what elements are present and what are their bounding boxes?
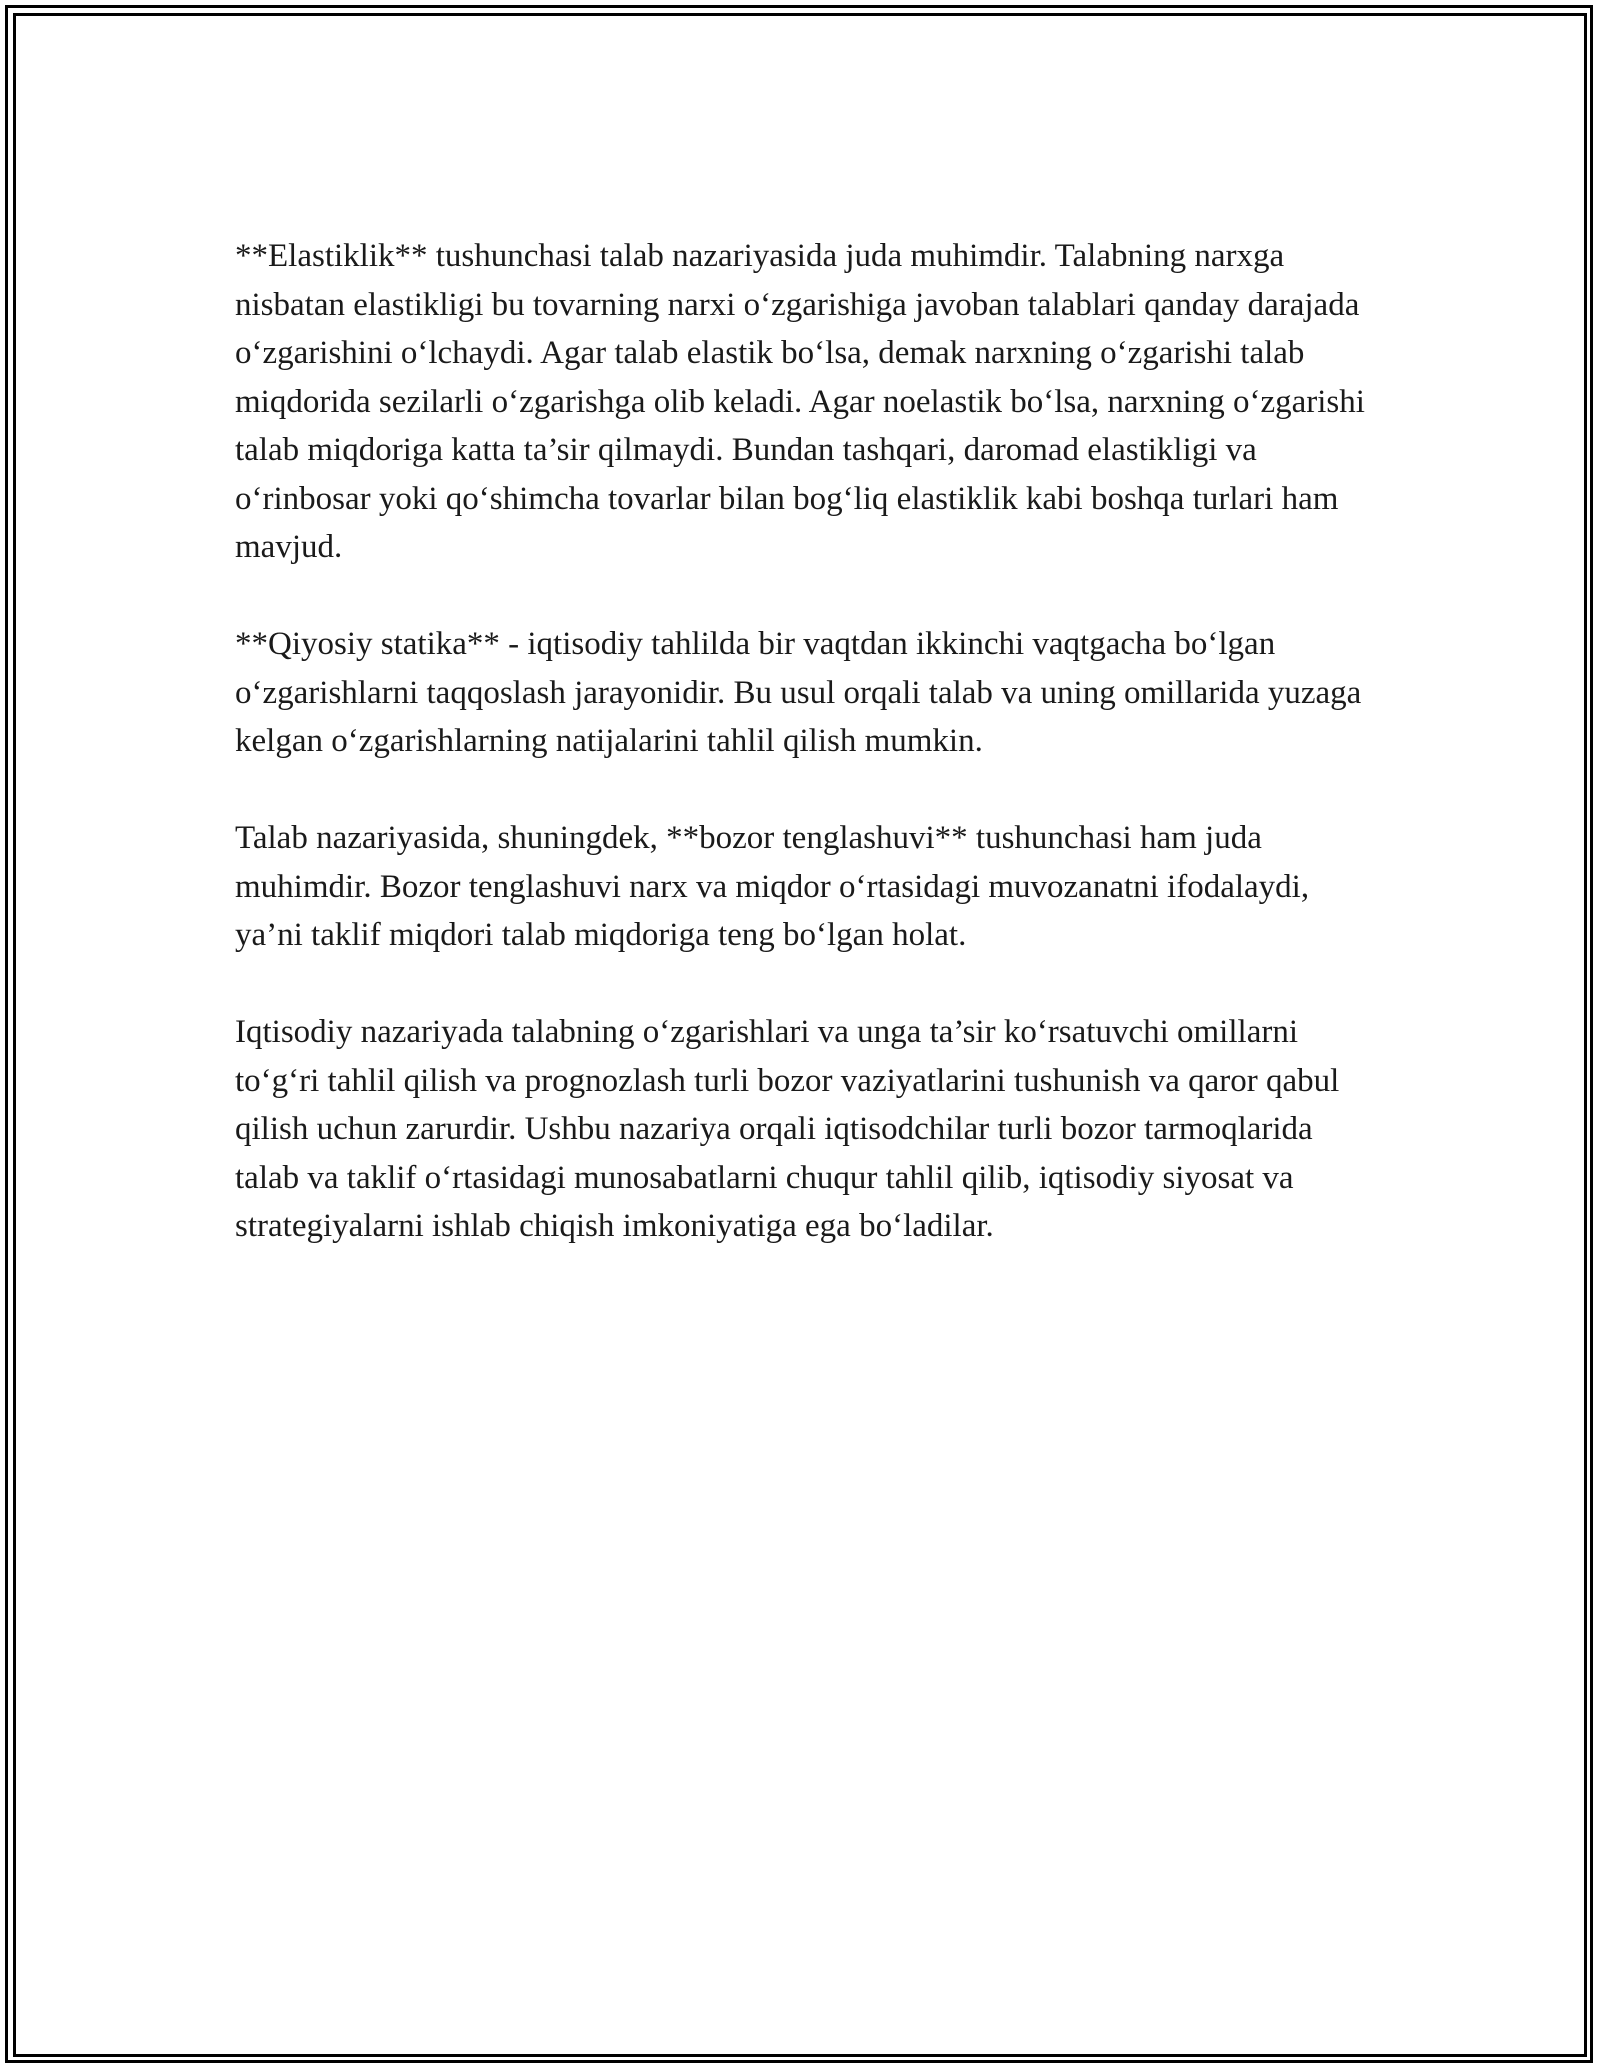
paragraph-market-equilibrium: Talab nazariyasida, shuningdek, **bozor tenglashuvi** tushunchasi ham juda muhimdir. Bozor tenglashuvi narx va miqdor o‘rtasidagi muvozanatni ifodalaydi, ya’ni taklif miqdori talab miqdoriga teng bo‘lgan holat. — [235, 820, 1310, 953]
paragraph-comparative-statics: **Qiyosiy statika** - iqtisodiy tahlilda bir vaqtdan ikkinchi vaqtgacha bo‘lgan o‘zgarishlarni taqqoslash jarayonidir. Bu usul orqali talab va uning omillarida yuzaga kelgan o‘zgarishlarning natijalarini tahlil qilish mumkin. — [235, 626, 1362, 759]
paragraph-conclusion: Iqtisodiy nazariyada talabning o‘zgarishlari va unga ta’sir ko‘rsatuvchi omillarni to‘g‘ri tahlil qilish va prognozlash turli bozor vaziyatlarini tushunish va qaror qabul qilish uchun zarurdir. Ushbu nazariya orqali iqtisodchilar turli bozor tarmoqlarida talab va taklif o‘rtasidagi munosabatlarni chuqur tahlil qilib, iqtisodiy siyosat va strategiyalarni ishlab chiqish imkoniyatiga ega bo‘ladilar. — [235, 1014, 1340, 1244]
document-body — [235, 232, 1375, 1299]
paragraph-elasticity: **Elastiklik** tushunchasi talab nazariyasida juda muhimdir. Talabning narxga nisbatan elastikligi bu tovarning narxi o‘zgarishiga javoban talablari qanday darajada o‘zgarishini o‘lchaydi. Agar talab elastik bo‘lsa, demak narxning o‘zgarishi talab miqdorida sezilarli o‘zgarishga olib keladi. Agar noelastik bo‘lsa, narxning o‘zgarishi talab miqdoriga katta ta’sir qilmaydi. Bundan tashqari, daromad elastikligi va o‘rinbosar yoki qo‘shimcha tovarlar bilan bog‘liq elastiklik kabi boshqa turlari ham mavjud. — [235, 238, 1365, 565]
